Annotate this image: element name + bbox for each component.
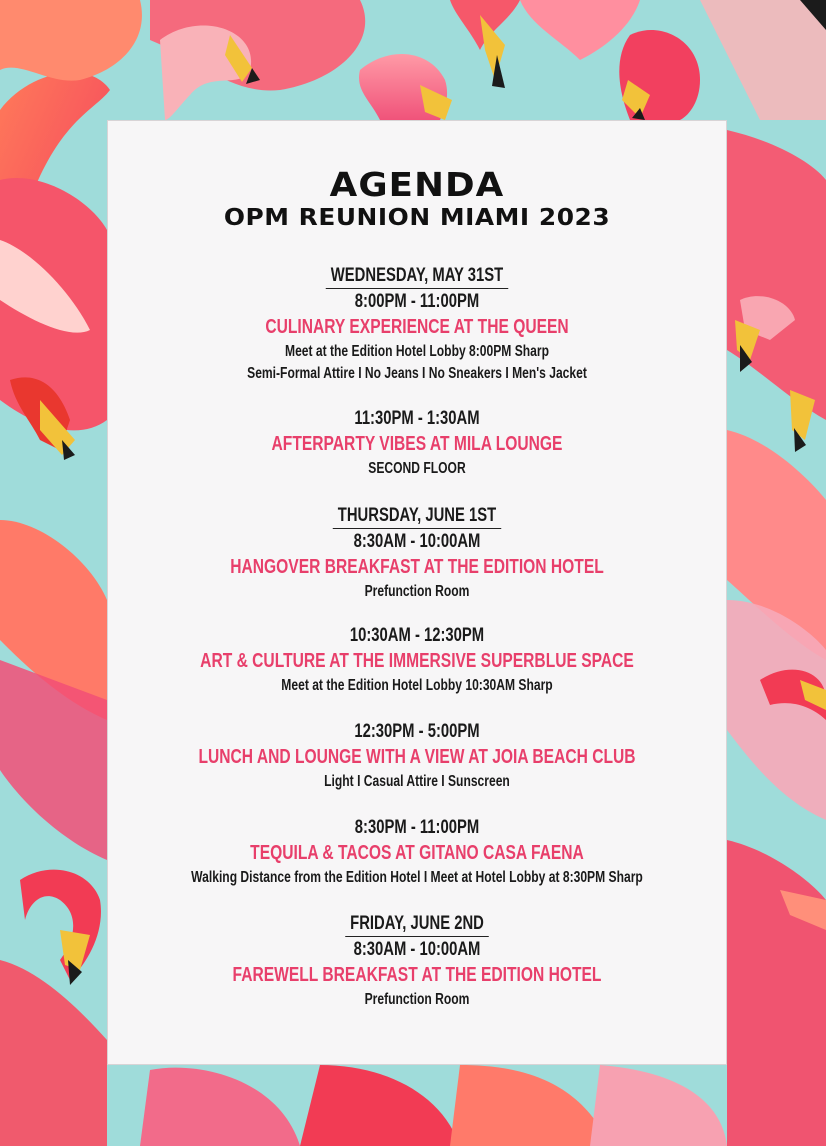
day-section-thursday [108,505,726,603]
day-section-wednesday [108,265,726,385]
event-time: 8:30AM - 10:00AM [353,939,481,960]
event-note: Meet at the Edition Hotel Lobby 10:30AM Sharp [281,677,553,694]
day-heading: THURSDAY, JUNE 1ST [333,505,501,529]
event-note: Prefunction Room [364,991,470,1008]
event-block [108,815,726,889]
agenda-title: AGENDA [329,165,505,204]
event-title: FAREWELL BREAKFAST AT THE EDITION HOTEL [232,964,602,986]
event-note: Light I Casual Attire I Sunscreen [324,773,510,790]
event-title: HANGOVER BREAKFAST AT THE EDITION HOTEL [230,556,604,578]
event-time: 8:30AM - 10:00AM [353,531,481,552]
day-heading: FRIDAY, JUNE 2ND [345,913,488,937]
event-note: Prefunction Room [364,583,470,600]
event-block [108,623,726,697]
event-block [108,406,726,480]
flamingo-right-column [727,130,826,1146]
flamingo-top-right [619,0,826,120]
event-note: Semi-Formal Attire I No Jeans I No Sneakers I Men's Jacket [247,365,587,382]
event-block [108,719,726,793]
event-title: LUNCH AND LOUNGE WITH A VIEW AT JOIA BEACH CLUB [198,746,636,768]
event-time: 10:30AM - 12:30PM [349,625,485,646]
event-time: 12:30PM - 5:00PM [354,721,480,742]
day-section-friday [108,913,726,1011]
agenda-card [107,120,727,1065]
event-subtitle: OPM REUNION MIAMI 2023 [223,205,611,231]
event-time: 8:30PM - 11:00PM [354,817,480,838]
event-title: TEQUILA & TACOS AT GITANO CASA FAENA [250,842,584,864]
event-title: ART & CULTURE AT THE IMMERSIVE SUPERBLUE SPACE [200,650,634,672]
event-time: 11:30PM - 1:30AM [354,408,480,429]
flamingo-top-center [359,0,640,120]
event-note: Meet at the Edition Hotel Lobby 8:00PM Sharp [284,343,549,360]
event-note: SECOND FLOOR [368,460,466,477]
event-title: CULINARY EXPERIENCE AT THE QUEEN [265,316,569,338]
day-heading: WEDNESDAY, MAY 31ST [326,265,508,289]
event-title: AFTERPARTY VIBES AT MILA LOUNGE [271,433,563,455]
event-time: 8:00PM - 11:00PM [354,291,480,312]
flamingo-bottom [107,1065,727,1146]
event-note: Walking Distance from the Edition Hotel I Meet at Hotel Lobby at 8:30PM Sharp [191,869,643,886]
